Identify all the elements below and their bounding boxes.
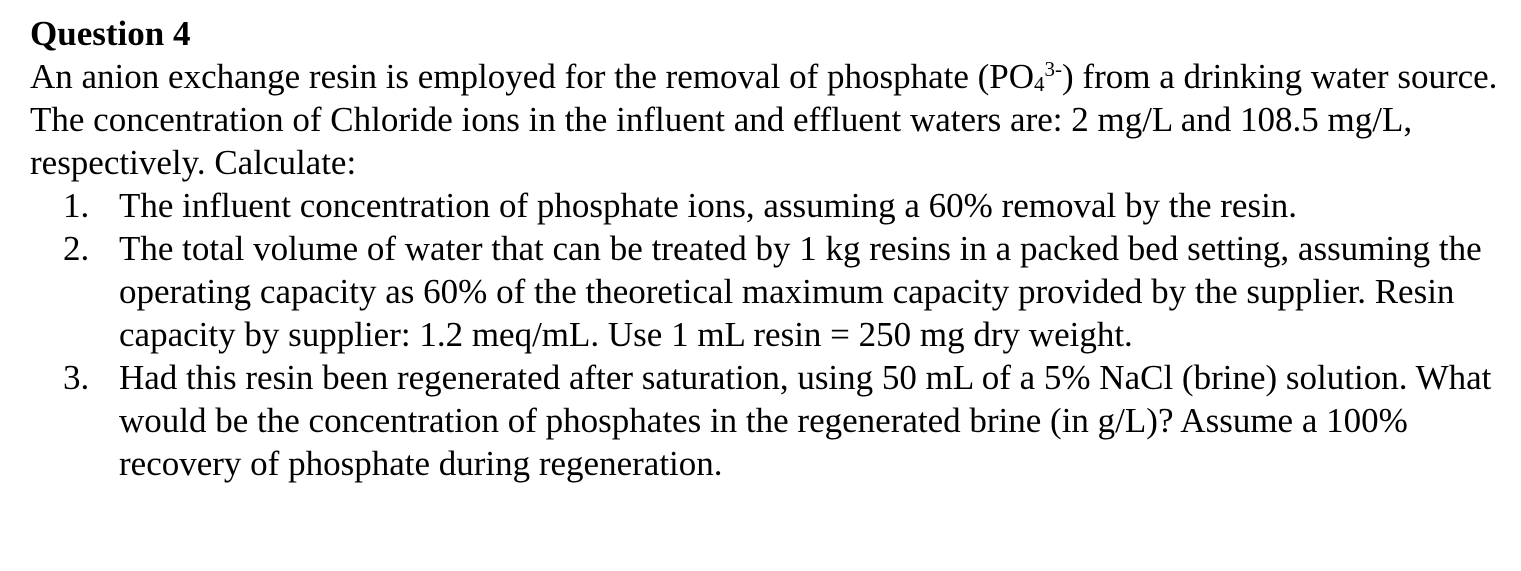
list-item-text: Had this resin been regenerated after saturation, using 50 mL of a 5% NaCl (brine) solution. What would be the concentration of phosphates in the regenerated brine (in g/L)? Assume a 100% recovery of phosphate during regeneration. (119, 358, 1492, 483)
question-document (30, 12, 1500, 485)
list-item (30, 227, 1500, 356)
list-item (30, 356, 1500, 485)
list-item-number: 3. (63, 358, 90, 397)
list-item (30, 184, 1500, 227)
list-item-number: 2. (63, 229, 90, 268)
phosphate-charge-superscript: 3- (1044, 57, 1063, 82)
question-title: Question 4 (30, 14, 191, 53)
list-item-number: 1. (63, 186, 90, 225)
question-intro (30, 55, 1500, 184)
list-item-text: The influent concentration of phosphate ions, assuming a 60% removal by the resin. (119, 186, 1298, 225)
phosphate-subscript: 4 (1034, 72, 1045, 97)
list-item-text: The total volume of water that can be treated by 1 kg resins in a packed bed setting, assuming the operating capacity as 60% of the theoretical maximum capacity provided by the supplier. Resin capacity by supplier: 1.2 meq/mL. Use 1 mL resin = 250 mg dry weight. (119, 229, 1482, 354)
intro-text-start: An anion exchange resin is employed for the removal of phosphate (PO (30, 57, 1035, 96)
intro-text-end: ) from a drinking water source. The concentration of Chloride ions in the influent and effluent waters are: 2 mg/L and 108.5 mg/L, respectively. Calculate: (30, 57, 1498, 182)
question-list (30, 184, 1500, 485)
